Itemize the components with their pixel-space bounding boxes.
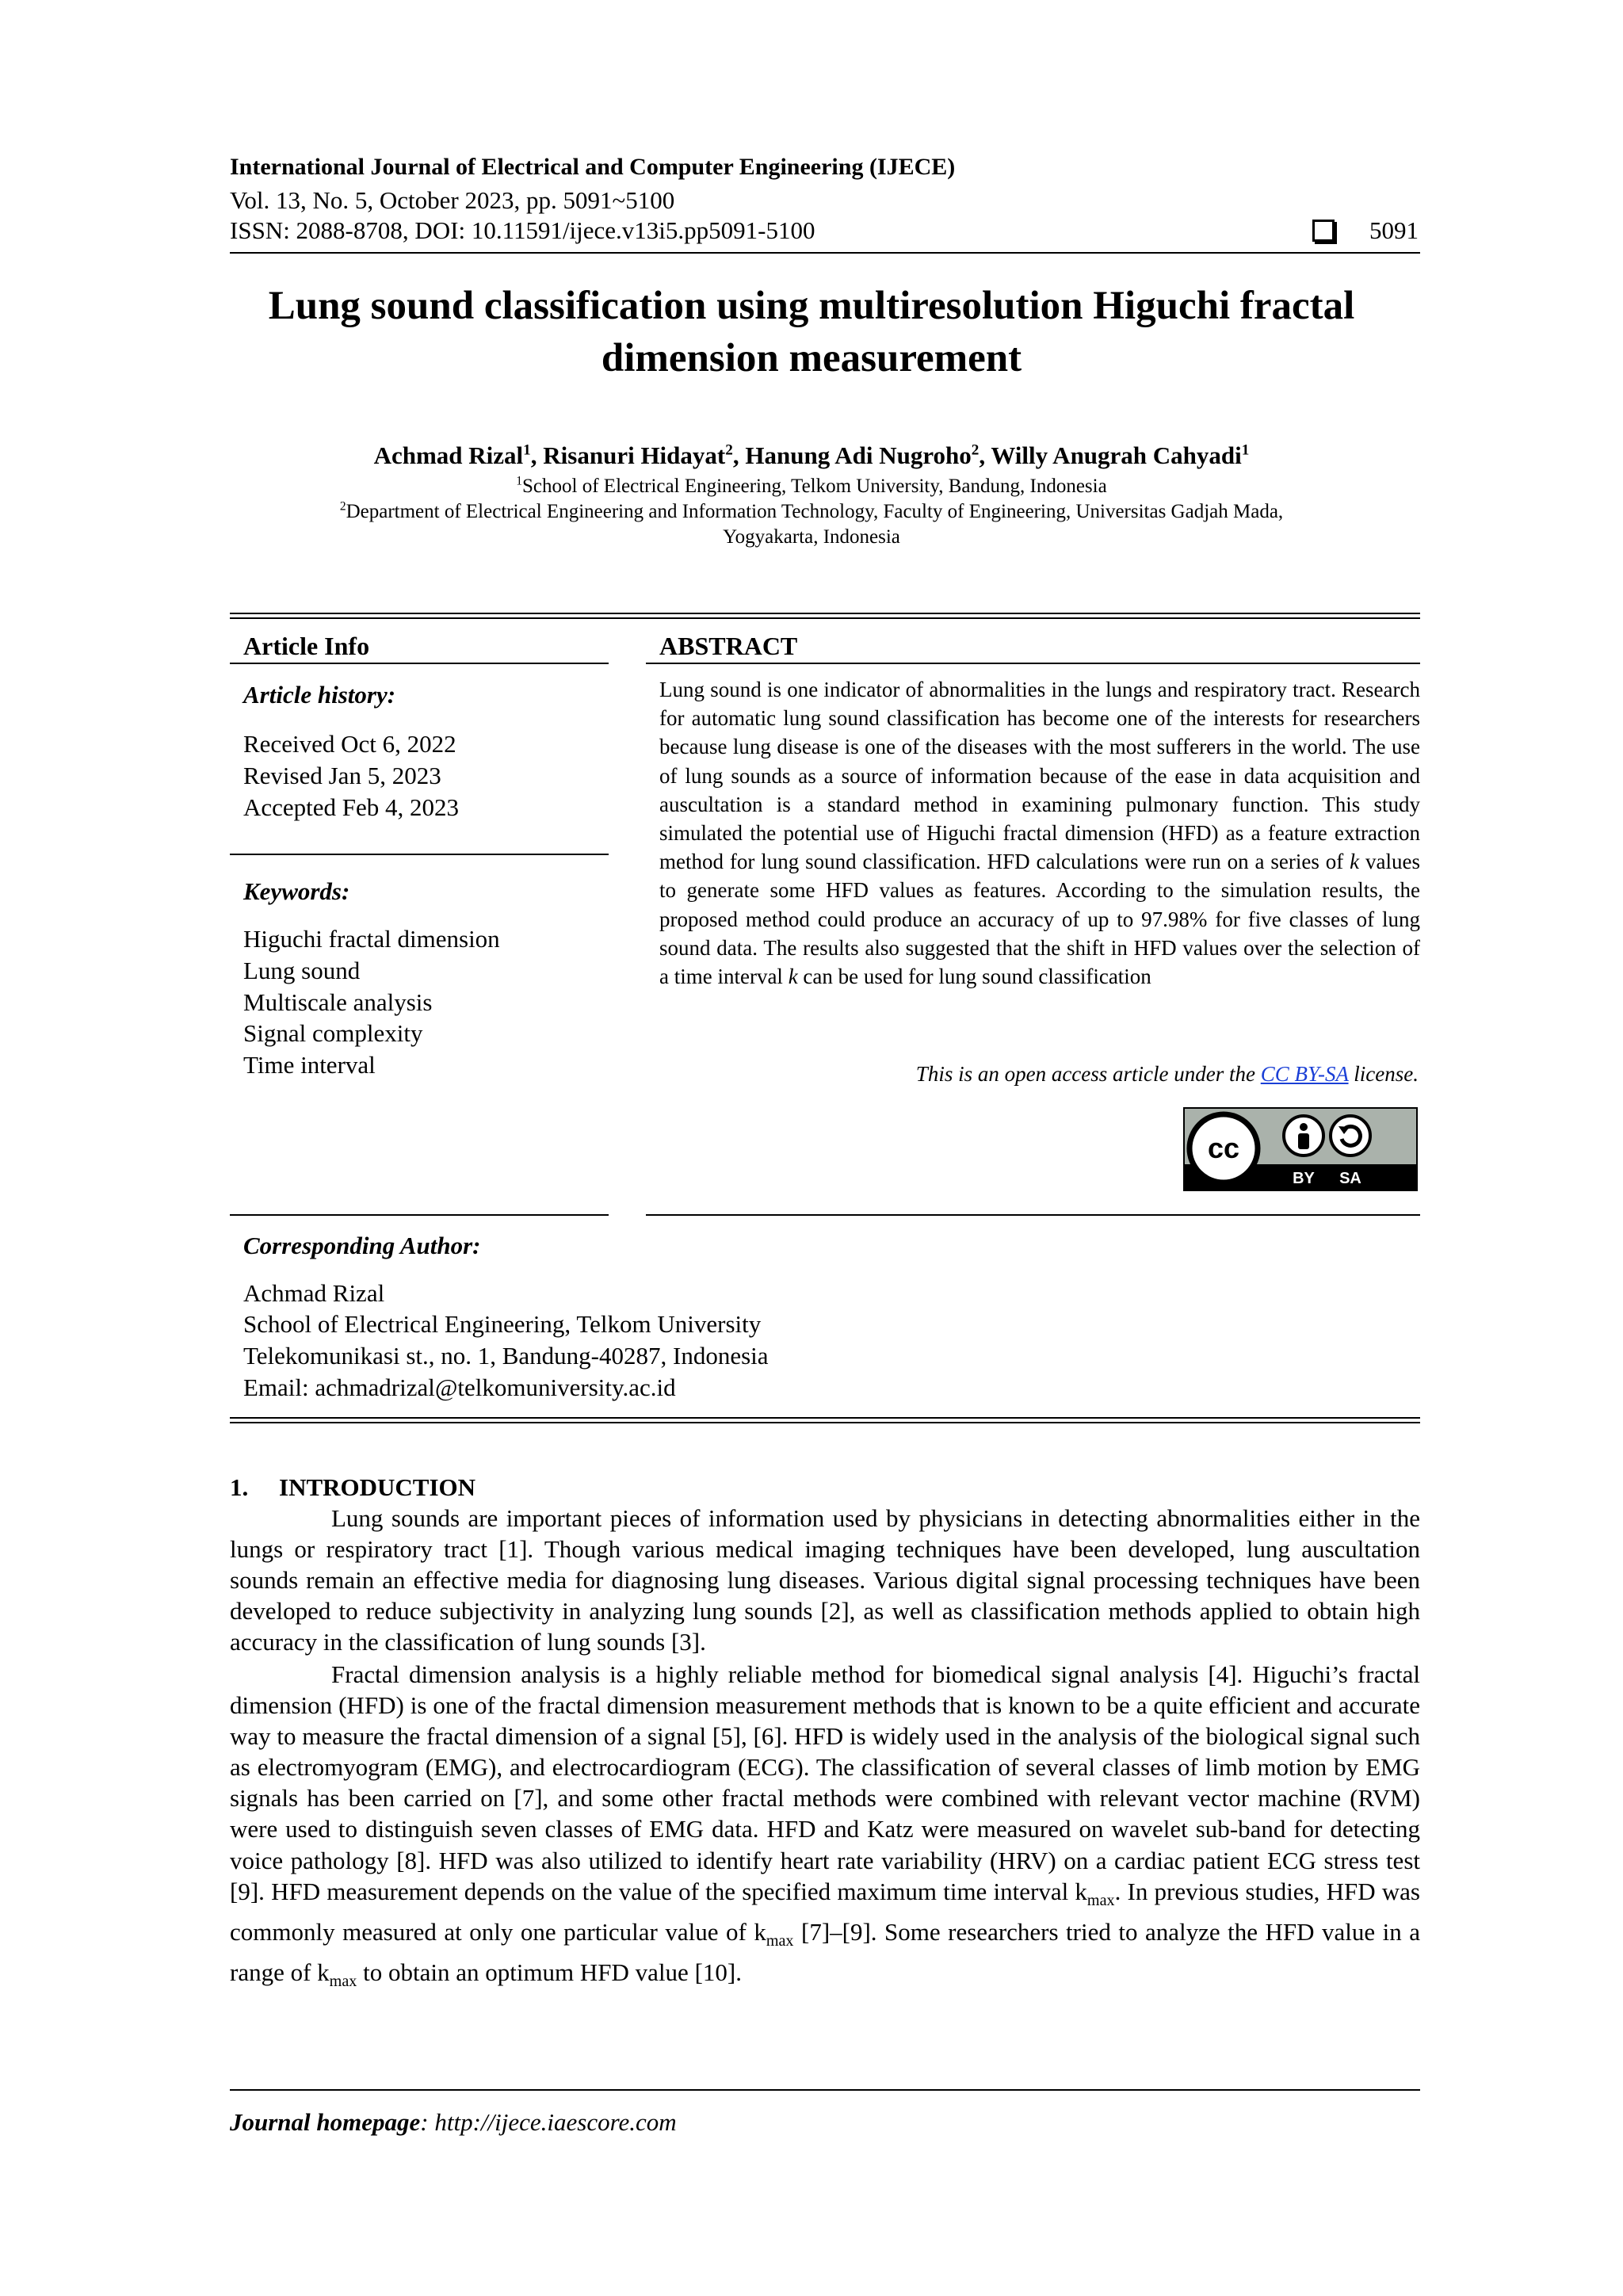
affiliation-mark: 1 — [516, 474, 523, 488]
author-affiliation-mark: 2 — [971, 441, 980, 459]
corresponding-name: Achmad Rizal — [243, 1279, 385, 1307]
volume-info: Vol. 13, No. 5, October 2023, pp. 5091~5100 — [230, 186, 675, 214]
keywords-rule — [230, 1214, 609, 1216]
cc-by-sa-link[interactable]: CC BY-SA — [1260, 1062, 1349, 1086]
introduction-heading — [230, 1472, 475, 1503]
open-access-note — [916, 1060, 1419, 1088]
paragraph-text: [7]–[9]. Some researchers tried to analyze the HFD value in a range of k — [230, 1917, 1420, 1987]
info-top-rule-2 — [230, 617, 1420, 619]
homepage-label: Journal homepage — [230, 2108, 421, 2136]
author-name: Achmad Rizal — [373, 441, 524, 469]
article-info-heading: Article Info — [243, 632, 370, 660]
abstract-text: can be used for lung sound classification — [797, 965, 1151, 989]
paragraph-text: to obtain an optimum HFD value [10]. — [357, 1958, 742, 1987]
abstract-bottom-rule — [646, 1214, 1420, 1216]
abstract-heading: ABSTRACT — [659, 632, 798, 660]
sa-label: SA — [1339, 1170, 1361, 1187]
received-date: Received Oct 6, 2022 — [243, 730, 456, 758]
author-affiliation-mark: 2 — [725, 441, 733, 459]
intro-paragraph-1: Lung sounds are important pieces of information used by physicians in detecting abnormalities either in the lungs or respiratory tract [1]. Though various medical imaging techniques have been developed, lung auscultation sounds remain an effective media for diagnosing lung diseases. Various digital signal processing techniques have been developed to reduce subjectivity in analyzing lung sounds [2], as well as classification methods applied to obtain high accuracy in the classification of lung sounds [3]. — [230, 1504, 1420, 1656]
title-line-2: dimension measurement — [601, 336, 1022, 380]
article-info-rule — [230, 663, 609, 664]
section-number: 1. — [230, 1473, 249, 1501]
paragraph-text: Fractal dimension analysis is a highly reliable method for biomedical signal analysis [4]. Higuchi’s fractal dimension (HFD) is one of the fractal dimension measurement methods that is known to be a quite efficient and accurate way to measure the fractal dimension of a signal [5], [6]. HFD is widely used in the analysis of the biological signal such as electromyogram (EMG), and electrocardiogram (ECG). The classification of several classes of limb motion by EMG signals has been carried on [7], and some other fractal methods were combined with relevant vector machine (RVM) were used to distinguish seven classes of EMG data. HFD and Katz were measured on wavelet sub-band for detecting voice pathology [8]. HFD was also utilized to identify heart rate variability (HRV) on a cardiac patient ECG stress test [9]. HFD measurement depends on the value of the specified maximum time interval k — [230, 1660, 1420, 1905]
paper-title — [190, 280, 1433, 384]
title-line-1: Lung sound classification using multiresolution Higuchi fractal — [268, 284, 1355, 328]
cc-icon-label: cc — [1207, 1132, 1240, 1164]
intro-paragraph-2 — [230, 1659, 1420, 1998]
section-title: INTRODUCTION — [279, 1473, 476, 1501]
keyword-item: Signal complexity — [243, 1019, 423, 1047]
subscript-max: max — [329, 1973, 357, 1991]
history-rule — [230, 854, 609, 855]
person-body — [1298, 1133, 1309, 1149]
author-affiliation-mark: 1 — [1241, 441, 1250, 459]
abstract-text: Lung sound is one indicator of abnormalities in the lungs and respiratory tract. Research for automatic lung sound classification has become one of the interests for researchers because lung disease is one of the diseases with the most sufferers in the world. The use of lung sounds as a source of information because of the ease in data acquisition and auscultation is a standard method in examining pulmonary function. This study simulated the potential use of Higuchi fractal dimension (HFD) as a feature extraction method for lung sound classification. HFD calculations were run on a series of — [659, 678, 1420, 874]
abstract-text: values to generate some HFD values as features. According to the simulation results, the proposed method could produce an accuracy of up to 97.98% for five classes of lung sound data. The results also suggested that the shift in HFD values over the selection of a time interval — [659, 850, 1420, 989]
footer-rule — [230, 2089, 1420, 2091]
author-name: Willy Anugrah Cahyadi — [991, 441, 1242, 469]
affiliation-text: School of Electrical Engineering, Telkom University, Bandung, Indonesia — [522, 476, 1107, 497]
revised-date: Revised Jan 5, 2023 — [243, 762, 441, 789]
corresponding-email: Email: achmadrizal@telkomuniversity.ac.id — [243, 1373, 676, 1401]
share-alike-icon — [1331, 1116, 1370, 1156]
square-icon — [1312, 220, 1335, 242]
corresponding-address: Telekomunikasi st., no. 1, Bandung-40287, Indonesia — [243, 1342, 769, 1370]
journal-name: International Journal of Electrical and Computer Engineering (IJECE) — [230, 154, 956, 180]
keywords-heading: Keywords: — [243, 877, 350, 905]
info-bottom-rule-2 — [230, 1422, 1420, 1423]
author-list: Achmad Rizal$^1$, Risanuri Hidayat$^2$, Hanung Adi Nugroho$^2$, Willy Anugrah Cahyadi$^1$ — [373, 441, 1250, 469]
person-head — [1300, 1123, 1308, 1131]
keyword-item: Multiscale analysis — [243, 988, 433, 1016]
author-affiliation-mark: 1 — [523, 441, 531, 459]
subscript-max: max — [766, 1932, 794, 1950]
article-history-heading: Article history: — [243, 681, 396, 709]
affiliation-2 — [190, 499, 1433, 525]
cc-by-sa-badge[interactable] — [1183, 1107, 1418, 1191]
paragraph-text: . In previous studies, HFD was commonly measured at only one particular value of k — [230, 1877, 1421, 1946]
journal-homepage — [230, 2107, 677, 2138]
abstract-var-k: k — [1350, 850, 1360, 874]
author-name: Risanuri Hidayat — [543, 441, 726, 469]
oa-text: license. — [1348, 1062, 1419, 1086]
page-number: 5091 — [1369, 216, 1419, 244]
affiliation-mark: 2 — [339, 499, 346, 514]
page-number-group — [1312, 216, 1419, 246]
homepage-url[interactable]: : http://ijece.iaescore.com — [420, 2108, 677, 2136]
by-label: BY — [1293, 1170, 1315, 1187]
info-bottom-rule — [230, 1417, 1420, 1419]
header-rule — [230, 252, 1420, 254]
info-top-rule — [230, 613, 1420, 614]
affiliation-text: Department of Electrical Engineering and Information Technology, Faculty of Engineering, Universitas Gadjah Mada, — [346, 501, 1284, 522]
corresponding-org: School of Electrical Engineering, Telkom University — [243, 1310, 762, 1338]
oa-text: This is an open access article under the — [915, 1062, 1261, 1086]
keyword-item: Lung sound — [243, 957, 361, 984]
abstract-body — [659, 675, 1420, 991]
accepted-date: Accepted Feb 4, 2023 — [243, 793, 460, 821]
affiliation-2-cont: Yogyakarta, Indonesia — [723, 526, 900, 548]
abstract-rule — [646, 663, 1420, 664]
corresponding-author-heading: Corresponding Author: — [243, 1232, 481, 1259]
abstract-var-k: k — [788, 965, 798, 989]
affiliation-1 — [190, 474, 1433, 499]
author-name: Hanung Adi Nugroho — [745, 441, 972, 469]
issn-doi: ISSN: 2088-8708, DOI: 10.11591/ijece.v13i5.pp5091-5100 — [230, 216, 815, 244]
keyword-item: Time interval — [243, 1051, 376, 1079]
subscript-max: max — [1086, 1891, 1115, 1909]
keyword-item: Higuchi fractal dimension — [243, 925, 500, 953]
